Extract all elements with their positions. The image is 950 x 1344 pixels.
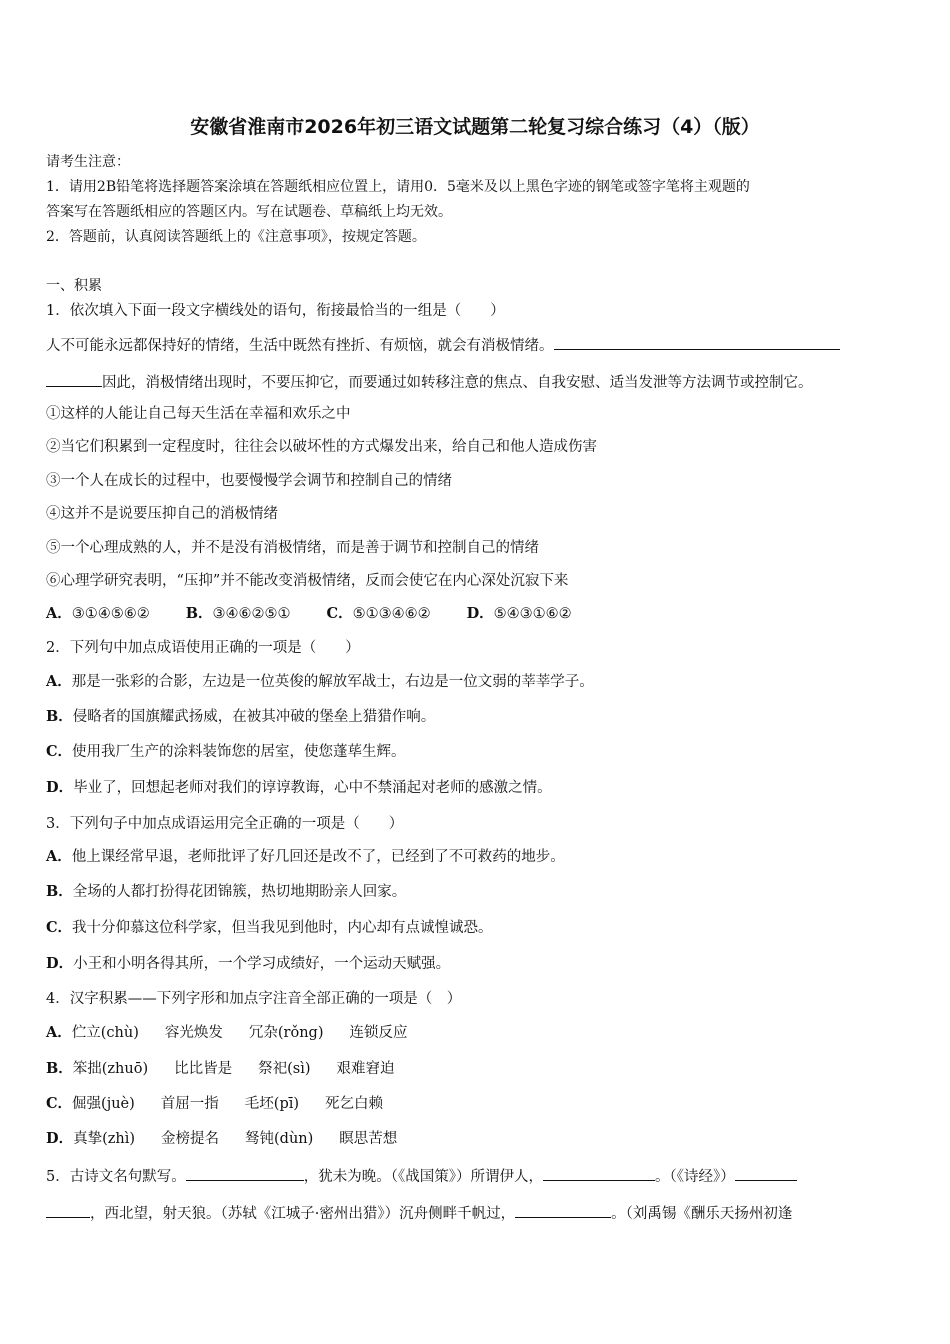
option-letter: C． [46,919,73,936]
q2-option-b[interactable] [46,707,435,727]
option-letter: D． [46,1130,74,1147]
q4-word: 冗杂(rǒng) [248,1025,324,1041]
q4-word: 金榜提名 [161,1131,220,1147]
notice-line-1: 1．请用2B铅笔将选择题答案涂填在答题纸相应位置上，请用0．5毫米及以上黑色字迹的钢笔或签字笔将主观题的 [46,179,750,195]
option-letter: B． [185,605,213,622]
q4-word: 真挚(zhì) [73,1131,136,1147]
option-text: ⑤④③①⑥② [493,606,572,622]
option-letter: D． [46,955,74,972]
q1-option-b[interactable] [186,604,291,624]
option-letter: B． [46,883,73,900]
q1-passage-line-1 [46,334,840,356]
q2-option-c[interactable] [46,742,406,762]
q4-option-b[interactable] [46,1059,421,1079]
option-letter: A． [46,848,72,865]
q4-word: 伫立(chù) [71,1025,139,1041]
option-text: ③①④⑤⑥② [71,606,150,622]
q5-part-3: 。（《诗经》） [654,1169,735,1185]
notice-line-2: 2．答题前，认真阅读答题纸上的《注意事项》，按规定答题。 [46,229,426,245]
option-letter: D． [466,605,494,622]
q1-item-6: ⑥心理学研究表明，“压抑”并不能改变消极情绪，反而会使它在内心深处沉寂下来 [46,573,569,589]
fill-blank [735,1165,797,1181]
q1-options [46,604,608,624]
option-letter: C． [46,1095,73,1112]
fill-blank [554,334,840,350]
option-letter: A． [46,673,72,690]
option-text: 小王和小明各得其所，一个学习成绩好，一个运动天赋强。 [73,956,451,972]
q4-word: 连锁反应 [349,1025,408,1041]
option-text: 全场的人都打扮得花团锦簇，热切地期盼亲人回家。 [72,884,407,900]
q4-word: 死乞白赖 [325,1096,384,1112]
q1-item-1: ①这样的人能让自己每天生活在幸福和欢乐之中 [46,406,351,422]
fill-blank [543,1165,655,1181]
notice-heading: 请考生注意： [46,154,130,170]
option-text: 那是一张彩的合影，左边是一位英俊的解放军战士，右边是一位文弱的莘莘学子。 [71,674,594,690]
option-letter: B． [46,708,73,725]
q3-option-a[interactable] [46,847,565,867]
q5-part-4: ，西北望，射天狼。（苏轼《江城子·密州出猎》）沉舟侧畔千帆过， [90,1206,516,1222]
q5-part-5: 。（刘禹锡《酬乐天扬州初逢 [611,1206,793,1222]
option-letter: D． [46,779,74,796]
q4-word: 比比皆是 [174,1061,233,1077]
q2-option-d[interactable] [46,778,552,798]
q1-item-3: ③一个人在成长的过程中，也要慢慢学会调节和控制自己的情绪 [46,473,452,489]
option-letter: A． [46,1024,72,1041]
q4-word: 祭祀(sì) [258,1061,311,1077]
fill-blank [46,1202,90,1218]
q4-word: 倔强(juè) [72,1096,135,1112]
q1-option-d[interactable] [467,604,572,624]
option-letter: C． [326,605,353,622]
q3-option-b[interactable] [46,882,406,902]
q5-line-1 [46,1165,797,1187]
q1-option-a[interactable] [46,604,150,624]
q4-option-a[interactable] [46,1023,434,1043]
q2-stem: 2．下列句中加点成语使用正确的一项是（ ） [46,640,360,656]
option-text: 毕业了，回想起老师对我们的谆谆教诲，心中不禁涌起对老师的感激之情。 [73,780,552,796]
fill-blank [186,1165,304,1181]
q1-passage-a: 人不可能永远都保持好的情绪，生活中既然有挫折、有烦恼，就会有消极情绪。 [46,338,554,354]
option-text: ③④⑥②⑤① [212,606,291,622]
q5-line-2 [46,1202,792,1224]
q3-option-d[interactable] [46,954,450,974]
q4-stem: 4．汉字积累——下列字形和加点字注音全部正确的一项是（ ） [46,991,462,1007]
option-letter: C． [46,743,73,760]
q4-word: 驽钝(dùn) [245,1131,314,1147]
q4-word: 容光焕发 [164,1025,223,1041]
q4-option-d[interactable] [46,1129,423,1149]
option-text: 侵略者的国旗耀武扬威，在被其冲破的堡垒上猎猎作响。 [72,709,436,725]
notice-line-1b: 答案写在答题纸相应的答题区内。写在试题卷、草稿纸上均无效。 [46,204,452,220]
section-heading: 一、积累 [46,278,102,294]
q4-word: 首屈一指 [160,1096,219,1112]
q4-word: 艰难窘迫 [336,1061,395,1077]
q3-stem: 3．下列句子中加点成语运用完全正确的一项是（ ） [46,816,404,832]
option-text: ⑤①③④⑥② [352,606,431,622]
q3-option-c[interactable] [46,918,493,938]
q1-item-4: ④这并不是说要压抑自己的消极情绪 [46,506,278,522]
q1-option-c[interactable] [327,604,431,624]
q1-item-5: ⑤一个心理成熟的人，并不是没有消极情绪，而是善于调节和控制自己的情绪 [46,540,539,556]
fill-blank [46,371,102,387]
q4-word: 笨拙(zhuō) [72,1061,149,1077]
option-text: 他上课经常早退，老师批评了好几回还是改不了，已经到了不可救药的地步。 [71,849,565,865]
q5-part-2: ，犹未为晚。（《战国策》）所谓伊人， [303,1169,543,1185]
option-text: 我十分仰慕这位科学家，但当我见到他时，内心却有点诚惶诚恐。 [72,920,493,936]
page-title: 安徽省淮南市2026年初三语文试题第二轮复习综合练习（4）（版） [190,116,760,138]
q1-stem: 1．依次填入下面一段文字横线处的语句，衔接最恰当的一组是（ ） [46,303,505,319]
option-letter: B． [46,1060,73,1077]
q1-passage-b: 因此，消极情绪出现时，不要压抑它，而要通过如转移注意的焦点、自我安慰、适当发泄等方法调节或控制它。 [102,375,813,391]
q2-option-a[interactable] [46,672,594,692]
q1-item-2: ②当它们积累到一定程度时，往往会以破坏性的方式爆发出来，给自己和他人造成伤害 [46,439,597,455]
fill-blank [515,1202,611,1218]
q4-word: 瞑思苦想 [339,1131,398,1147]
q4-word: 毛坯(pī) [244,1096,300,1112]
q1-passage-line-2 [46,371,813,393]
q4-option-c[interactable] [46,1094,409,1114]
option-letter: A． [46,605,72,622]
option-text: 使用我厂生产的涂料装饰您的居室，使您蓬荜生辉。 [72,744,406,760]
q5-part-1: 5．古诗文名句默写。 [46,1169,186,1185]
